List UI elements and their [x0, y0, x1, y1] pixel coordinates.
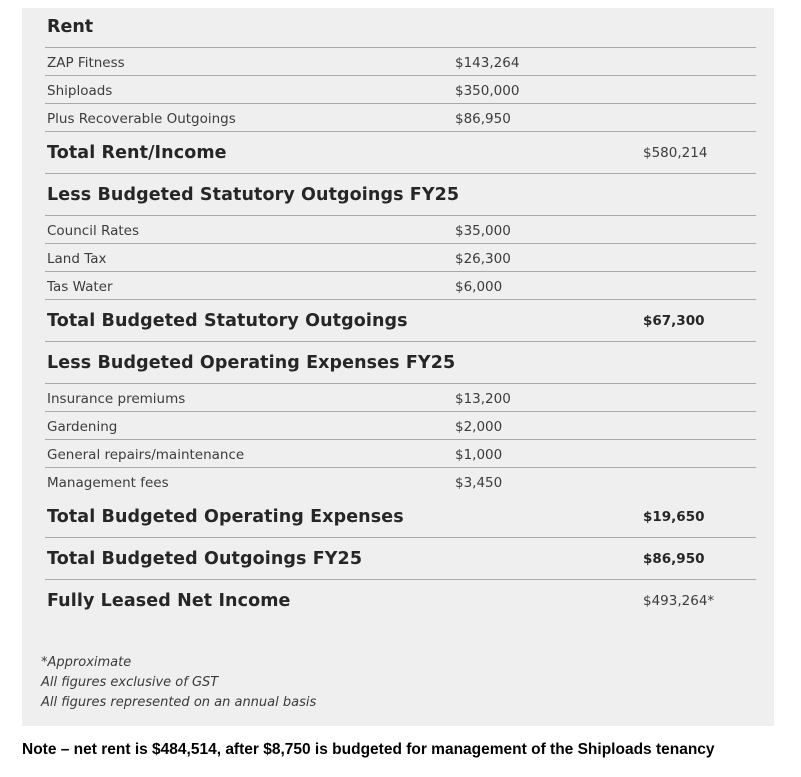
- table-row: [45, 216, 756, 244]
- note-line: All figures represented on an annual basis: [41, 695, 317, 710]
- row-label: Shiploads: [47, 83, 113, 99]
- row-amount: $86,950: [455, 111, 511, 127]
- row-label: General repairs/maintenance: [47, 447, 245, 463]
- total-label: Total Budgeted Statutory Outgoings: [47, 311, 408, 331]
- table-row: [45, 384, 756, 412]
- total-row: [45, 496, 756, 538]
- net-income-value: $493,264*: [643, 593, 715, 609]
- total-row: [45, 300, 756, 342]
- row-label: Tas Water: [47, 279, 113, 295]
- row-label: Insurance premiums: [47, 391, 186, 407]
- table-row: [45, 272, 756, 300]
- table-row: [45, 76, 756, 104]
- table-row: [45, 48, 756, 76]
- table-row: [45, 244, 756, 272]
- row-label: Council Rates: [47, 223, 140, 239]
- section-heading-label: Rent: [47, 17, 94, 37]
- notes: [41, 653, 316, 713]
- total-value: $67,300: [643, 313, 705, 329]
- income-table: [45, 8, 756, 622]
- row-amount: $350,000: [455, 83, 520, 99]
- row-amount: $2,000: [455, 419, 503, 435]
- row-amount: $26,300: [455, 251, 511, 267]
- outgoings-total-value: $86,950: [643, 551, 705, 567]
- note-line: All figures exclusive of GST: [41, 675, 219, 690]
- outgoings-total-label: Total Budgeted Outgoings FY25: [47, 549, 363, 569]
- row-label: ZAP Fitness: [47, 55, 125, 71]
- section-heading-label: Less Budgeted Operating Expenses FY25: [47, 353, 456, 373]
- row-amount: $1,000: [455, 447, 503, 463]
- section-heading: [45, 342, 756, 384]
- net-income-row: [45, 580, 756, 622]
- total-value: $580,214: [643, 145, 708, 161]
- row-label: Gardening: [47, 419, 118, 435]
- row-amount: $143,264: [455, 55, 520, 71]
- row-amount: $3,450: [455, 475, 503, 491]
- income-summary-panel: [22, 8, 774, 726]
- footnote: Note – net rent is $484,514, after $8,750 is budgeted for management of the Shiploads tenancy: [22, 741, 715, 758]
- total-label: Total Budgeted Operating Expenses: [47, 507, 404, 527]
- row-amount: $6,000: [455, 279, 503, 295]
- row-amount: $35,000: [455, 223, 511, 239]
- table-row: [45, 412, 756, 440]
- row-label: Land Tax: [47, 251, 107, 267]
- section-heading: [45, 8, 756, 48]
- outgoings-total-row: [45, 538, 756, 580]
- table-row: [45, 468, 756, 496]
- row-label: Plus Recoverable Outgoings: [47, 111, 236, 127]
- total-label: Total Rent/Income: [47, 143, 227, 163]
- section-heading-label: Less Budgeted Statutory Outgoings FY25: [47, 185, 460, 205]
- net-income-label: Fully Leased Net Income: [47, 591, 291, 611]
- table-row: [45, 104, 756, 132]
- total-row: [45, 132, 756, 174]
- note-line: *Approximate: [41, 655, 132, 670]
- section-heading: [45, 174, 756, 216]
- total-value: $19,650: [643, 509, 705, 525]
- row-label: Management fees: [47, 475, 169, 491]
- row-amount: $13,200: [455, 391, 511, 407]
- table-row: [45, 440, 756, 468]
